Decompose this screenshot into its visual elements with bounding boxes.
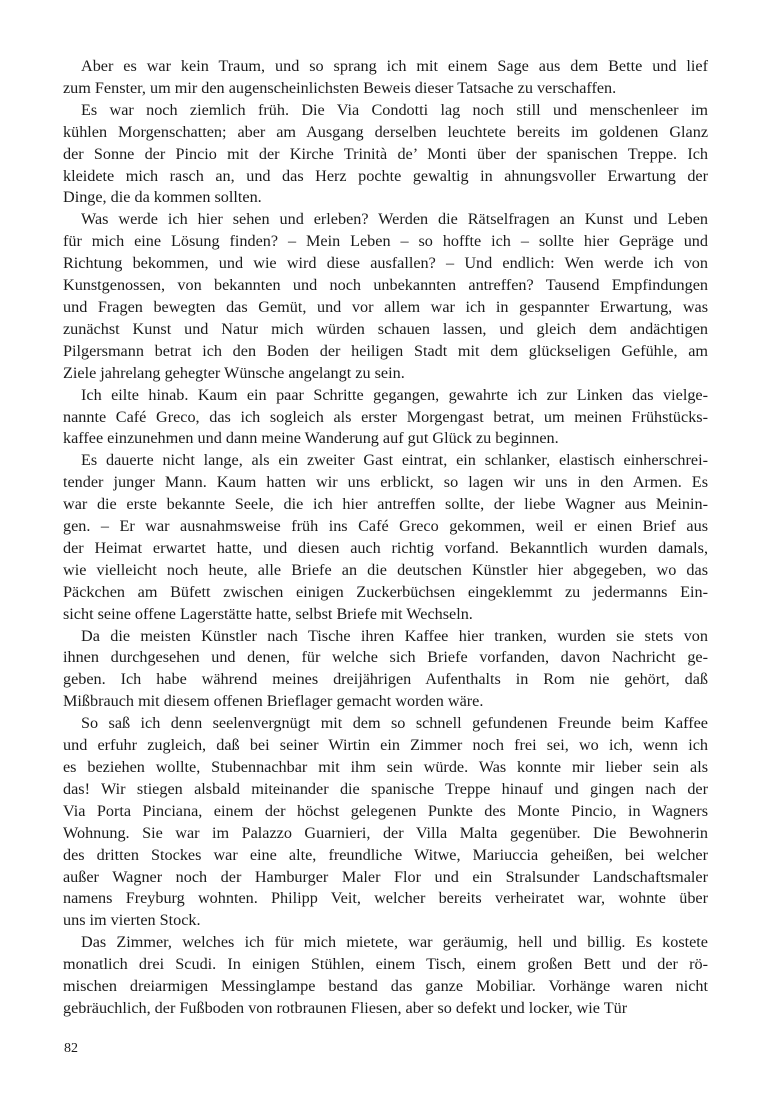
text-line: außer Wagner noch der Hamburger Maler Flor und ein Stralsunder Landschaftsmaler xyxy=(63,867,708,886)
page-number: 82 xyxy=(64,1041,78,1056)
text-line: Das Zimmer, welches ich für mich mietete, war geräumig, hell und billig. Es kostete xyxy=(81,933,708,952)
text-line: uns im vierten Stock. xyxy=(63,911,201,930)
text-line: gen. – Er war ausnahmsweise früh ins Café Greco gekommen, weil er einen Brief aus xyxy=(63,517,708,536)
text-line: Es war noch ziemlich früh. Die Via Condotti lag noch still und menschenleer im xyxy=(81,100,708,119)
text-line: es beziehen wollte, Stubennachbar mit ihm sein würde. Was konnte mir lieber sein als xyxy=(63,758,708,776)
text-line: Pilgersmann betrat ich den Boden der heiligen Stadt mit dem glückseligen Gefühle, am xyxy=(63,341,708,360)
text-line: zum Fenster, um mir den augenscheinlichsten Beweis dieser Tatsache zu verschaffen. xyxy=(63,78,617,97)
paragraph xyxy=(63,932,708,1020)
text-line: Kunstgenossen, von bekannten und noch unbekannten antreffen? Tausend Empfindungen xyxy=(63,276,708,295)
text-line: kleidete mich rasch an, und das Herz pochte gewaltig in ahnungsvoller Erwartung der xyxy=(63,166,708,185)
text-line: mischen dreiarmigen Messinglampe bestand das ganze Mobiliar. Vorhänge waren nicht xyxy=(63,977,708,996)
text-line: sicht seine offene Lagerstätte hatte, selbst Briefe mit Wechseln. xyxy=(63,604,473,623)
text-line: geben. Ich habe während meines dreijährigen Aufenthalts in Rom nie gehört, daß xyxy=(63,670,708,689)
text-line: und erfuhr zugleich, daß bei seiner Wirtin ein Zimmer noch frei sei, wo ich, wenn ich xyxy=(63,736,708,755)
text-line: Aber es war kein Traum, und so sprang ich mit einem Sage aus dem Bette und lief xyxy=(81,57,708,75)
text-line: der Heimat erwartet hatte, und diesen auch richtig vorfand. Bekanntlich wurden damals, xyxy=(63,538,708,557)
text-line: nannte Café Greco, das ich sogleich als erster Morgengast betrat, um meinen Frühstücks- xyxy=(63,407,708,426)
text-line: monatlich drei Scudi. In einigen Stühlen, einem Tisch, einem großen Bett und der rö- xyxy=(63,955,708,974)
text-line: das! Wir stiegen alsbald miteinander die spanische Treppe hinauf und gingen nach der xyxy=(63,779,708,798)
text-line: des dritten Stockes war eine alte, freundliche Witwe, Mariuccia geheißen, bei welcher xyxy=(63,845,708,864)
text-line: Es dauerte nicht lange, als ein zweiter Gast eintrat, ein schlanker, elastisch einherschrei- xyxy=(81,451,708,470)
text-line: Ziele jahrelang gehegter Wünsche angelangt zu sein. xyxy=(63,363,405,382)
text-line: namens Freyburg wohnten. Philipp Veit, welcher bereits verheiratet war, wohnte über xyxy=(63,889,708,908)
text-line: Ich eilte hinab. Kaum ein paar Schritte gegangen, gewahrte ich zur Linken das vielge- xyxy=(81,385,708,404)
text-line: tender junger Mann. Kaum hatten wir uns erblickt, so lagen wir uns in den Armen. Es xyxy=(63,473,708,492)
text-line: So saß ich denn seelenvergnügt mit dem so schnell gefundenen Freunde beim Kaffee xyxy=(81,714,708,733)
text-line: Was werde ich hier sehen und erleben? Werden die Rätselfragen an Kunst und Leben xyxy=(81,210,708,229)
paragraph xyxy=(63,713,708,932)
text-line: Richtung bekommen, und wie wird diese ausfallen? – Und endlich: Wen werde ich von xyxy=(63,254,708,273)
text-line: Dinge, die da kommen sollten. xyxy=(63,188,262,207)
text-line: kaffee einzunehmen und dann meine Wanderung auf gut Glück zu beginnen. xyxy=(63,429,559,448)
text-line: und Fragen bewegten das Gemüt, und vor allem war ich in gespannter Erwartung, was xyxy=(63,297,708,316)
page-text xyxy=(63,56,708,1020)
text-line: Via Porta Pinciana, einem der höchst gelegenen Punkte des Monte Pincio, in Wagners xyxy=(63,801,708,820)
text-line: Da die meisten Künstler nach Tische ihren Kaffee hier tranken, wurden sie stets von xyxy=(81,626,708,645)
text-line: Wohnung. Sie war im Palazzo Guarnieri, der Villa Malta gegenüber. Die Bewohnerin xyxy=(63,823,708,842)
paragraph xyxy=(63,385,708,451)
text-line: für mich eine Lösung finden? – Mein Leben – so hoffte ich – sollte hier Gepräge und xyxy=(63,232,708,251)
text-line: der Sonne der Pincio mit der Kirche Trinità de’ Monti über der spanischen Treppe. Ich xyxy=(63,144,708,163)
paragraph xyxy=(63,450,708,625)
text-line: war die erste bekannte Seele, die ich hier antreffen sollte, der liebe Wagner aus Meinin- xyxy=(63,495,708,514)
paragraph xyxy=(63,209,708,384)
paragraph xyxy=(63,100,708,210)
text-line: gebräuchlich, der Fußboden von rotbraunen Fliesen, aber so defekt und locker, wie Tür xyxy=(63,998,628,1017)
paragraph xyxy=(63,56,708,100)
text-line: Mißbrauch mit diesem offenen Brieflager gemacht worden wäre. xyxy=(63,692,484,711)
text-line: zunächst Kunst und Natur mich würden schauen lassen, und gleich dem andächtigen xyxy=(63,319,708,338)
text-line: wie vielleicht noch heute, alle Briefe an die deutschen Künstler hier abgegeben, wo das xyxy=(63,560,708,579)
paragraph xyxy=(63,626,708,714)
text-line: kühlen Morgenschatten; aber am Ausgang derselben leuchtete bereits im goldenen Glanz xyxy=(63,122,708,141)
text-line: ihnen durchgesehen und denen, für welche sich Briefe vorfanden, davon Nachricht ge- xyxy=(63,648,708,667)
text-line: Päckchen am Büfett zwischen einigen Zuckerbüchsen eingeklemmt zu jedermanns Ein- xyxy=(63,582,708,601)
